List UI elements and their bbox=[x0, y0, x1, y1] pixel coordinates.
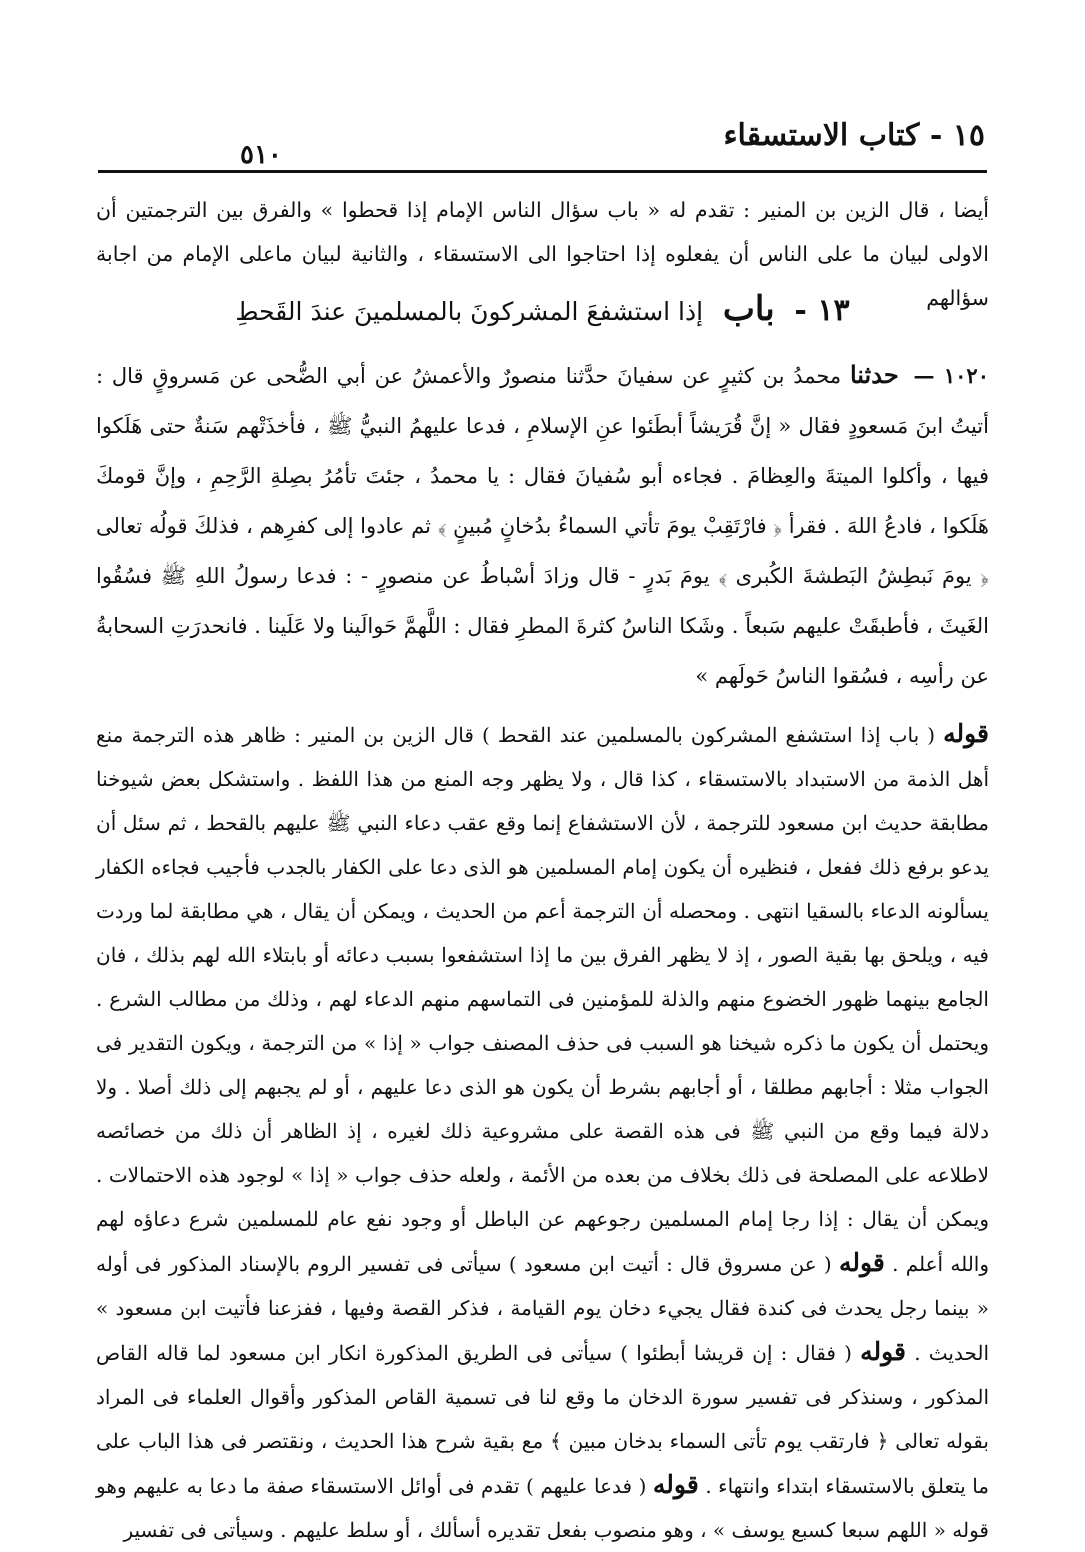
commentary-keyword: قوله bbox=[943, 719, 989, 748]
commentary-text: ( فقال : إن قريشا أبطئوا ) سيأتى فى الطريق المذكورة انكار ابن مسعود لما قاله القاص المذكور ، وسنذكر فى تفسير سورة الدخان ما وقع لنا فى تسمية القاص المذكور وأقوال العلماء فى المراد بقوله تعالى ﴿ فارتقب يوم تأتى السماء بدخان مبين ﴾ مع بقية شرح هذا الحديث ، ونقتصر فى هذا الباب على ما يتعلق بالاستسقاء ابتداء وانتهاء . bbox=[96, 1341, 990, 1498]
hadith-paragraph bbox=[96, 350, 989, 701]
chapter-number: ١٣ - bbox=[794, 293, 850, 328]
commentary-keyword: قوله bbox=[860, 1337, 906, 1366]
commentary-text: ( باب إذا استشفع المشركون بالمسلمين عند القحط ) قال الزين بن المنير : ظاهر هذه الترجمة منع أهل الذمة من الاستبداد بالاستسقاء ، كذا قال ، ولا يظهر وجه المنع من هذا اللفظ . واستشكل بعض شيوخنا مطابقة حديث ابن مسعود للترجمة ، لأن الاستشفاع إنما وقع عقب دعاء النبي ﷺ عليهم بالقحط ، ثم سئل أن يدعو برفع ذلك ففعل ، فنظيره أن يكون إمام المسلمين هو الذى دعا على الكفار بالجدب فأجيب فجاءه الكفار يسألونه الدعاء بالسقيا انتهى . ومحصله أن الترجمة أعم من الحديث ، ويمكن أن يقال ، هي مطابقة لما وردت فيه ، ويلحق بها بقية الصور ، إذ لا يظهر الفرق بين ما إذا استشفعوا بسبب دعائه أو بابتلاء الله لهم بذلك ، فان الجامع بينهما ظهور الخضوع منهم والذلة للمؤمنين فى التماسهم منهم الدعاء لهم ، وذلك من مطالب الشرع . ويحتمل أن يكون ما ذكره شيخنا هو السبب فى حذف المصنف جواب « إذا » من الترجمة ، ويكون التقدير فى الجواب مثلا : أجابهم مطلقا ، أو أجابهم بشرط أن يكون هو الذى دعا عليهم ، أو لم يجبهم إلى ذلك أصلا . ولا دلالة فيما وقع من النبي ﷺ فى هذه القصة على مشروعية ذلك لغيره ، إذ الظاهر أن ذلك من خصائصه لاطلاعه على المصلحة فى ذلك بخلاف من بعده من الأئمة ، ولعله حذف جواب « إذا » لوجود هذه الاحتمالات . ويمكن أن يقال : إذا رجا إمام المسلمين رجوعهم عن الباطل أو وجود نفع عام للمسلمين شرع دعاؤه لهم والله أعلم . bbox=[96, 723, 990, 1276]
intro-paragraph: أيضا ، قال الزين بن المنير : تقدم له « باب سؤال الناس الإمام إذا قحطوا » والفرق بين الترجمتين أن الاولى لبيان ما على الناس أن يفعلوه إذا احتاجوا الى الاستسقاء ، والثانية لبيان ماعلى الإمام من اجابة سؤالهم bbox=[96, 198, 989, 310]
hadith-text: محمدُ بن كثيرٍ عن سفيانَ حدَّثنا منصورٌ والأعمشُ عن أبي الضُّحى عن مَسروقٍ قال : أتيتُ ابنَ مَسعودٍ فقال « إنَّ قُرَيشاً أبطَئوا عنِ الإسلامِ ، فدعا عليهمُ النبيُّ ﷺ ، فأخذَتْهم سَنةٌ حتى هَلَكوا فيها ، وأكلوا الميتةَ والعِظامَ . فجاءه أبو سُفيانَ فقال : يا محمدُ ، جئتَ تأمُرُ بصِلةِ الرَّحِمِ ، وإنَّ قومكَ هَلَكوا ، فادعُ اللهَ . فقرأ ﴿ فارْتَقِبْ يومَ تأتي السماءُ بدُخانٍ مُبينٍ ﴾ ثم عادوا إلى كفرِهم ، فذلكَ قولُه تعالى ﴿ يومَ نَبطِشُ البَطشةَ الكُبرى ﴾ يومَ بَدرٍ - قال وزادَ أسْباطُ عن منصورٍ - : فدعا رسولُ اللهِ ﷺ فسُقُوا الغَيثَ ، فأطبقَتْ عليهم سَبعاً . وشَكا الناسُ كثرةَ المطرِ فقال : اللَّهمَّ حَوالَينا ولا عَلَينا . فانحدرَتِ السحابةُ عن رأسِه ، فسُقوا الناسُ حَولَهم » bbox=[96, 364, 989, 688]
header-rule bbox=[98, 170, 987, 173]
running-header bbox=[100, 110, 985, 170]
page-number: ٥١٠ bbox=[240, 140, 282, 170]
hadith-number: ١٠٢٠ — bbox=[913, 363, 989, 388]
book-title: ١٥ - كتاب الاستسقاء bbox=[723, 118, 985, 153]
commentary-text: ( عن مسروق قال : أتيت ابن مسعود ) سيأتى فى تفسير الروم بالإسناد المذكور فى أوله « بينما رجل يحدث فى كندة فقال يجيء دخان يوم القيامة ، فذكر القصة وفيها ، ففزعنا فأتيت ابن مسعود » الحديث . bbox=[96, 1252, 990, 1365]
commentary-paragraph bbox=[96, 712, 989, 1552]
commentary-keyword: قوله bbox=[838, 1248, 885, 1277]
commentary-text: ( فدعا عليهم ) تقدم فى أوائل الاستسقاء صفة ما دعا به عليهم وهو قوله « اللهم سبعا كسبع يوسف » ، وهو منصوب بفعل تقديره أسألك ، أو سلط عليهم . وسيأتى فى تفسير bbox=[96, 1474, 989, 1542]
chapter-heading bbox=[200, 284, 885, 334]
chapter-title: إذا استشفعَ المشركونَ بالمسلمينَ عندَ القَحطِ bbox=[235, 297, 704, 326]
commentary-keyword: قوله bbox=[652, 1470, 699, 1499]
commentary-section bbox=[96, 712, 989, 1552]
chapter-label: باب bbox=[722, 289, 775, 329]
hadith-haddathana: حدثنا bbox=[849, 360, 899, 389]
